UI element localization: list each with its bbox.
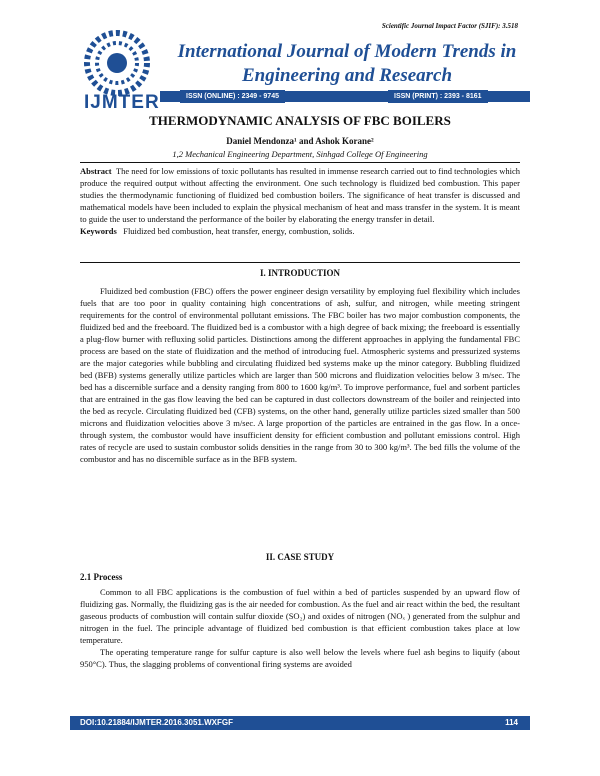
page-number: 114 xyxy=(505,718,518,727)
journal-logo-icon xyxy=(84,30,150,96)
logo-text: IJMTER xyxy=(84,92,160,113)
divider xyxy=(80,162,520,163)
divider xyxy=(80,262,520,263)
introduction-body xyxy=(80,285,520,465)
keywords-text: Fluidized bed combustion, heat transfer, energy, combustion, solids. xyxy=(123,226,355,236)
keywords-label: Keywords xyxy=(80,226,117,236)
section-heading-case-study: II. CASE STUDY xyxy=(265,552,335,562)
paragraph: Common to all FBC applications is the combustion of fuel within a bed of particles suspended by an upward flow of fluidizing gas. Normally, the fluidizing gas is the air needed for combustion. As the fuel and air react within the bed, the resultant gaseous products of combustion will contain sulfur dioxide (SO₂) and oxides of nitrogen (NOₓ ) generated from the sulphur and nitrogen in the fuel. The principle advantage of fluidized bed combustion is that efficient combustion takes place at low temperature. xyxy=(80,587,520,645)
paper-title: THERMODYNAMIC ANALYSIS OF FBC BOILERS xyxy=(149,113,451,128)
abstract-label: Abstract xyxy=(80,166,112,176)
footer-doi: DOI:10.21884/IJMTER.2016.3051.WXFGF xyxy=(80,718,233,727)
issn-online: ISSN (ONLINE) : 2349 - 9745 xyxy=(180,90,285,103)
abstract-text: The need for low emissions of toxic pollutants has resulted in immense research carried out to find technologies which produce the required output without affecting the environment. One such technology is fluidized bed combustion. This paper studies the thermodynamic functioning of fluidized bed combustion boilers. The significance of heat transfer is discussed and mathematical models have been included to explain the physical mechanism of heat and mass transfer in the system. It is meant to guide the user to understand the performance of the boiler by elaborating the energy transfer in detail. xyxy=(80,166,520,224)
section-heading-introduction: I. INTRODUCTION xyxy=(259,268,340,278)
abstract xyxy=(80,165,520,237)
paper-authors: Daniel Mendonza¹ and Ashok Korane² xyxy=(226,136,374,146)
issn-print: ISSN (PRINT) : 2393 - 8161 xyxy=(388,90,488,103)
impact-factor: Scientific Journal Impact Factor (SJIF): 3.518 xyxy=(381,22,518,30)
process-body xyxy=(80,586,520,670)
subsection-heading-process: 2.1 Process xyxy=(80,572,123,582)
paragraph: The operating temperature range for sulfur capture is also well below the levels where fuel ash begins to liquify (about 950°C). Thus, the slagging problems of conventional firing systems are avoided xyxy=(80,647,520,669)
journal-title: International Journal of Modern Trends in Engineering and Research xyxy=(177,41,517,86)
paragraph: Fluidized bed combustion (FBC) offers the power engineer design versatility by employing fuel flexibility which includes fuels that are too poor in quality containing high concentrations of ash, sulfur, and nitrogen, while meeting stringent requirements for the control of environmental pollutant emissions. The FBC boiler has two major combustion components, the fluidized bed and the freeboard. The fluidized bed is a combustor with a high degree of back mixing; the freeboard is essentially a plug-flow burner with refluxing solid particles. Distinctions among the different approaches in applying the fundamental FBC process are based on the state of fluidization and the method of introducing fuel. Atmospheric systems and pressurized systems are the major categories while bubbling and circulating fluidized bed systems make up the minor category. Bubbling fluidized bed (BFB) systems generally utilize particles which are larger than 500 microns and fluidization velocities below 3 m/sec. The bed has a discernible surface and a density ranging from 800 to 1600 kg/m³. To improve performance, fuel and sorbent particles that are entrained in the gas flow leaving the bed can be captured in dust collectors downstream of the boiler and reinjected into the bed as recycle. Circulating fluidized bed (CFB) systems, on the other hand, generally utilize particles sized smaller than 500 microns and fluidization velocities above 3 m/sec. A large proportion of the particles are entrained in the gas flow. In a once-through system, the combustor would have insufficient density for efficient combustion and pollutant emissions control. High rates of recycle are used to sustain combustor solids densities in the range from 30 to 300 kg/m³. The bed fills the volume of the combustor and has no discernible surface as in the BFB system. xyxy=(80,286,520,464)
paper-affiliation: 1,2 Mechanical Engineering Department, Sinhgad College Of Engineering xyxy=(172,149,428,159)
